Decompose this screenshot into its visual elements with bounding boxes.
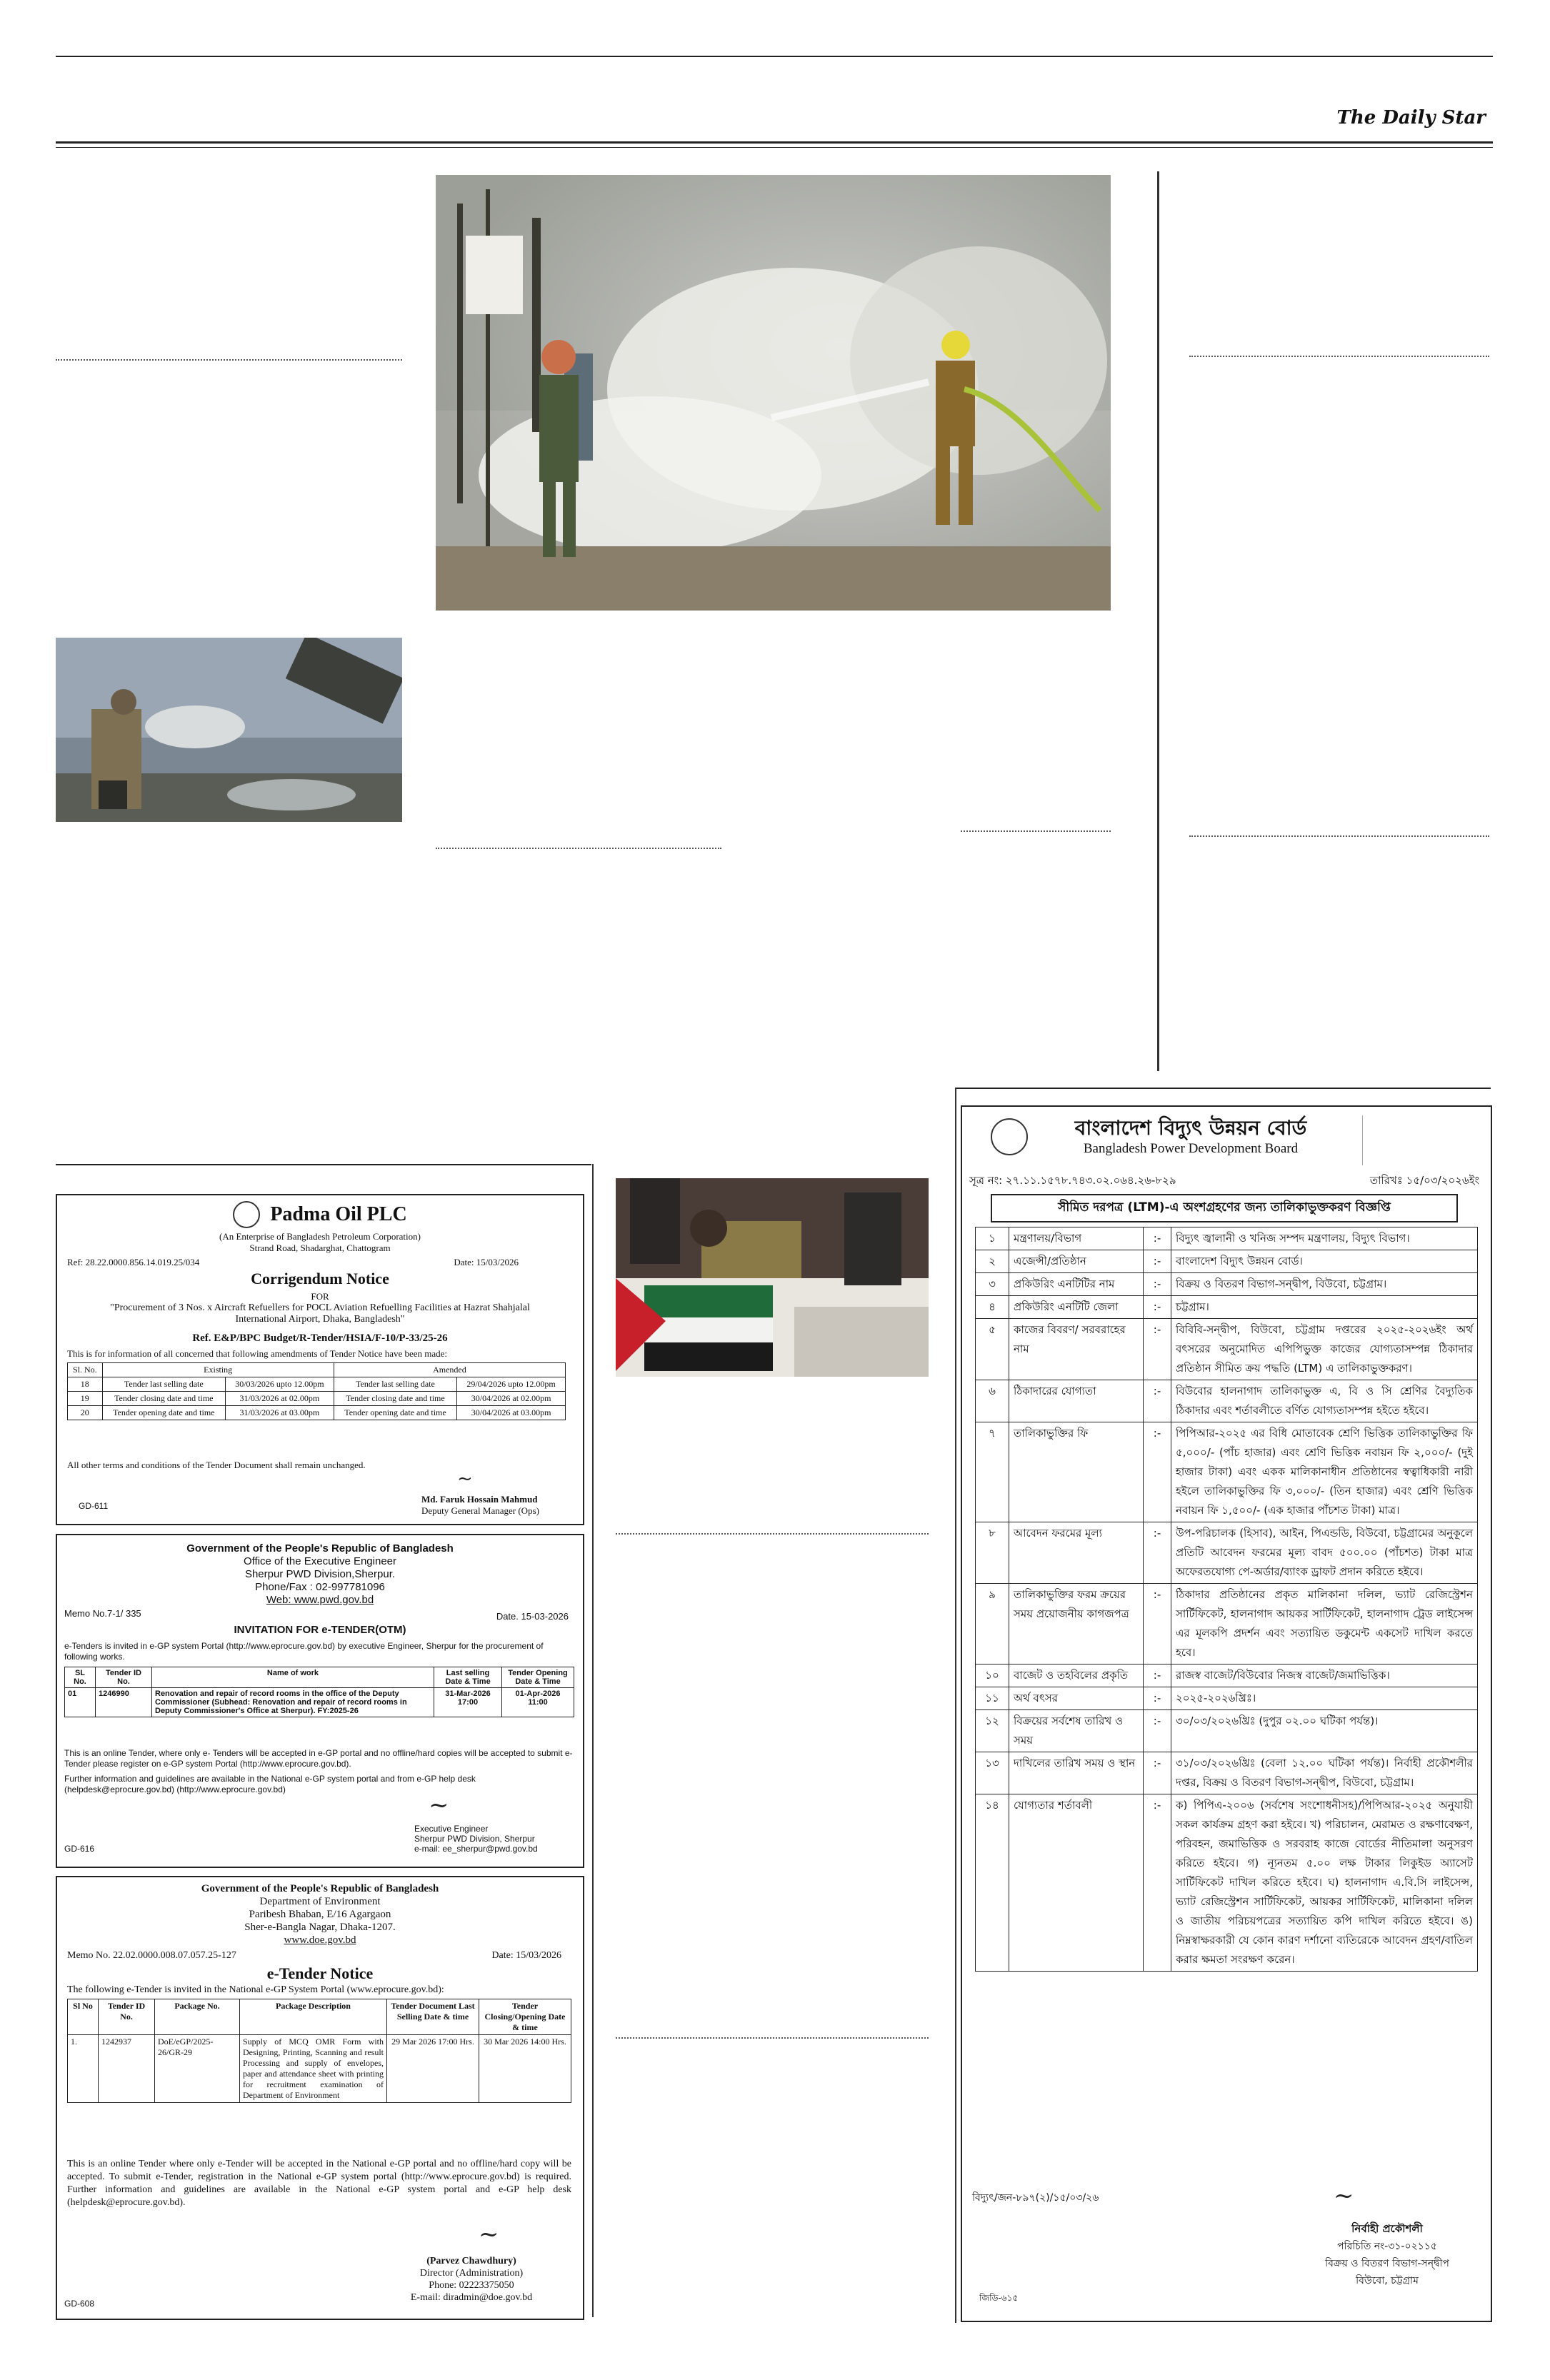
header-rule bbox=[56, 141, 1493, 144]
row-label: তালিকাভুক্তির ফরম ক্রয়ের সময় প্রয়োজনীয় কাগজপত্র bbox=[1009, 1584, 1144, 1665]
padma-logo-icon bbox=[233, 1201, 260, 1228]
row-separator: :- bbox=[1144, 1422, 1171, 1522]
row-value: বিবিবি-সন্দ্বীপ, বিউবো, চট্টগ্রাম দপ্তরের ২০২৫-২০২৬ইং অর্থ বৎসরের অনুমোদিত এপিপিভুক্ত কাজের যোগ্যতাসম্পন্ন ঠিকাদার প্রতিষ্ঠান সীমিত ক্রয় পদ্ধতি (LTM) এ তালিকাভুক্তকরণ। bbox=[1171, 1319, 1478, 1380]
row-number: ৮ bbox=[976, 1522, 1009, 1584]
table-header: Tender Closing/Opening Date & time bbox=[479, 1999, 571, 2035]
table-row bbox=[976, 1319, 1478, 1380]
row-separator: :- bbox=[1144, 1296, 1171, 1319]
row-value: ২০২৫-২০২৬খ্রিঃ। bbox=[1171, 1687, 1478, 1710]
ad-pwd-etender bbox=[56, 1534, 584, 1868]
header-rule-thin bbox=[56, 147, 1493, 148]
pwd-signature-icon: ~ bbox=[429, 1791, 449, 1819]
ad-padma-corrigendum bbox=[56, 1194, 584, 1525]
row-label: ঠিকাদারের যোগ্যতা bbox=[1009, 1380, 1144, 1422]
row-label: বাজেট ও তহবিলের প্রকৃতি bbox=[1009, 1665, 1144, 1687]
row-separator: :- bbox=[1144, 1522, 1171, 1584]
row-label: আবেদন ফরমের মূল্য bbox=[1009, 1522, 1144, 1584]
row-value: চট্টগ্রাম। bbox=[1171, 1296, 1478, 1319]
row-label: মন্ত্রণালয়/বিভাগ bbox=[1009, 1227, 1144, 1250]
photo-firefighters bbox=[436, 175, 1111, 611]
pwd-table bbox=[64, 1667, 574, 1717]
padma-description: "Procurement of 3 Nos. x Aircraft Refuellers for POCL Aviation Refuelling Facilities at Hazrat Shahjalal International Airport, Dhaka, Bangladesh" bbox=[110, 1302, 530, 1325]
table-header: Package No. bbox=[155, 1999, 240, 2035]
row-label: দাখিলের তারিখ সময় ও স্থান bbox=[1009, 1752, 1144, 1794]
row-value: ৩০/০৩/২০২৬খ্রিঃ (দুপুর ০২.০০ ঘটিকা পর্যন্ত)। bbox=[1171, 1710, 1478, 1752]
row-value: ক) পিপিএ-২০০৬ (সর্বশেষ সংশোধনীসহ)/পিপিআর-২০২৫ অনুযায়ী সকল কার্যক্রম গ্রহণ করা হইবে। খ) পরিচালন, মেরামত ও রক্ষণাবেক্ষণ, পরিবহন, জমাভিত্তিক ও সরবরাহ কাজে বোর্ডের নীতিমালা অনুসরণ করিতে হইবে। গ) ন্যূনতম ৫.০০ লক্ষ টাকার লিকুইড অ্যাসেট সার্টিফিকেট দাখিল করিতে হইবে। ঘ) হালনাগাদ এ.বি.সি লাইসেন্স, ভ্যাট রেজিস্ট্রেশন সার্টিফিকেট, আয়কর সার্টিফিকেট, মালিকানা দলিল ও জাতীয় পরিচয়পত্রের সত্যায়িত কপি দাখিল করিতে হইবে। ঙ) নিম্নস্বাক্ষরকারী যে কোন কারণ দর্শানো ব্যতিরেকে আবেদন গ্রহণ/বাতিল করার ক্ষমতা সংরক্ষণ করেন। bbox=[1171, 1794, 1478, 1972]
pwd-memo: Memo No.7-1/ 335 bbox=[64, 1608, 141, 1619]
bpdb-footer-ref: বিদ্যুৎ/জন-৮৯৭(২)/১৫/০৩/২৬ bbox=[972, 2192, 1099, 2204]
table-header: Sl. No. bbox=[68, 1363, 103, 1377]
row-label: তালিকাভুক্তির ফি bbox=[1009, 1422, 1144, 1522]
padma-notice-title: Corrigendum Notice bbox=[251, 1270, 389, 1287]
padma-footer: All other terms and conditions of the Tender Document shall remain unchanged. bbox=[67, 1460, 366, 1470]
separator bbox=[1189, 835, 1489, 837]
pwd-title: INVITATION FOR e-TENDER(OTM) bbox=[234, 1624, 406, 1636]
section-rule bbox=[56, 1164, 591, 1165]
table-header: Name of work bbox=[152, 1667, 434, 1688]
row-separator: :- bbox=[1144, 1584, 1171, 1665]
padma-table bbox=[67, 1362, 566, 1420]
column-rule bbox=[592, 1164, 594, 2317]
pwd-note2: Further information and guidelines are available in the National e-GP system portal and from e-GP help desk (helpdesk@eprocure.gov.bd) (http://www.eprocure.gov.bd) bbox=[64, 1774, 476, 1794]
row-value: বিদ্যুৎ জ্বালানী ও খনিজ সম্পদ মন্ত্রণালয়, বিদ্যুৎ বিভাগ। bbox=[1171, 1227, 1478, 1250]
column-rule bbox=[1157, 171, 1159, 1071]
bpdb-date: তারিখঃ ১৫/০৩/২০২৬ইং bbox=[1369, 1174, 1479, 1187]
padma-ref2: Ref. E&P/BPC Budget/R-Tender/HSIA/F-10/P-33/25-26 bbox=[192, 1332, 448, 1344]
row-label: যোগ্যতার শর্তাবলী bbox=[1009, 1794, 1144, 1972]
column-rule bbox=[955, 1088, 956, 2323]
padma-signer: Md. Faruk Hossain Mahmud bbox=[421, 1494, 538, 1505]
row-value: বাংলাদেশ বিদ্যুৎ উন্নয়ন বোর্ড। bbox=[1171, 1250, 1478, 1273]
padma-address: Strand Road, Shadarghat, Chattogram bbox=[249, 1242, 391, 1253]
doe-addr2: Sher-e-Bangla Nagar, Dhaka-1207. bbox=[244, 1922, 396, 1933]
table-header: SL No. bbox=[65, 1667, 96, 1688]
separator bbox=[1189, 356, 1489, 357]
pwd-division: Sherpur PWD Division,Sherpur. bbox=[244, 1568, 396, 1580]
row-value: রাজস্ব বাজেট/বিউবোর নিজস্ব বাজেট/জমাভিত্তিক। bbox=[1171, 1665, 1478, 1687]
table-header: Amended bbox=[334, 1363, 565, 1377]
row-separator: :- bbox=[1144, 1752, 1171, 1794]
bpdb-title-en: Bangladesh Power Development Board bbox=[1083, 1141, 1299, 1156]
row-number: ১৩ bbox=[976, 1752, 1009, 1794]
table-row bbox=[976, 1584, 1478, 1665]
table-row bbox=[976, 1380, 1478, 1422]
doe-signer: (Parvez Chawdhury) bbox=[426, 2256, 516, 2266]
pwd-email: e-mail: ee_sherpur@pwd.gov.bd bbox=[414, 1844, 538, 1854]
table-row bbox=[976, 1422, 1478, 1522]
doe-code: GD-608 bbox=[64, 2299, 95, 2309]
row-value: ৩১/০৩/২০২৬খ্রিঃ (বেলা ১২.০০ ঘটিকা পর্যন্ত)। নির্বাহী প্রকৌশলীর দপ্তর, বিক্রয় ও বিতরণ বিভাগ-সন্দ্বীপ, বিউবো, চট্টগ্রাম। bbox=[1171, 1752, 1478, 1794]
table-row bbox=[976, 1296, 1478, 1319]
row-number: ১১ bbox=[976, 1687, 1009, 1710]
bpdb-signer-org: বিউবো, চট্টগ্রাম bbox=[1356, 2275, 1419, 2286]
table-row: 20 Tender opening date and time 31/03/2026 at 03.00pm Tender opening date and time 30/04/2026 at 03.00pm bbox=[68, 1406, 566, 1420]
row-separator: :- bbox=[1144, 1794, 1171, 1972]
section-rule bbox=[955, 1088, 1491, 1089]
bpdb-memo: সূত্র নং: ২৭.১১.১৫৭৮.৭৪৩.০২.০৬৪.২৬-৮২৯ bbox=[969, 1174, 1176, 1187]
doe-gov: Government of the People's Republic of Bangladesh bbox=[201, 1883, 439, 1894]
pwd-intro: e-Tenders is invited in e-GP system Portal (http://www.eprocure.gov.bd) by executive Engineer, Sherpur for the procurement of following works. bbox=[64, 1641, 544, 1662]
row-number: ১২ bbox=[976, 1710, 1009, 1752]
row-value: উপ-পরিচালক (হিসাব), আইন, পিএন্ডডি, বিউবো, চট্টগ্রামের অনুকূলে প্রতিটি আবেদন ফরমের মূল্য বাবদ ৫০০.০০ (পাঁচশত) টাকা মাত্র অফেরতযোগ্য পে-অর্ডার/ব্যাংক ড্রাফট প্রদান করিতে হইবে। bbox=[1171, 1522, 1478, 1584]
row-number: ৪ bbox=[976, 1296, 1009, 1319]
table-row bbox=[976, 1522, 1478, 1584]
row-label: প্রকিউরিং এনটিটির নাম bbox=[1009, 1273, 1144, 1296]
padma-code: GD-611 bbox=[79, 1501, 109, 1511]
table-header: Tender Document Last Selling Date & time bbox=[387, 1999, 479, 2035]
row-label: অর্থ বৎসর bbox=[1009, 1687, 1144, 1710]
pwd-date: Date. 15-03-2026 bbox=[496, 1611, 569, 1622]
pwd-note1: This is an online Tender, where only e- Tenders will be accepted in e-GP portal and no offline/hard copies will be accepted to submit e-Tender please register on e-GP system Portal (http://www.eprocure.gov.bd). bbox=[64, 1748, 573, 1769]
row-separator: :- bbox=[1144, 1380, 1171, 1422]
row-number: ৯ bbox=[976, 1584, 1009, 1665]
row-separator: :- bbox=[1144, 1687, 1171, 1710]
top-rule bbox=[56, 56, 1493, 57]
row-separator: :- bbox=[1144, 1250, 1171, 1273]
doe-phone: Phone: 02223375050 bbox=[429, 2280, 514, 2291]
row-label: বিক্রয়ের সর্বশেষ তারিখ ও সময় bbox=[1009, 1710, 1144, 1752]
bpdb-heading: সীমিত দরপত্র (LTM)-এ অংশগ্রহণের জন্য তালিকাভুক্তকরণ বিজ্ঞপ্তি bbox=[991, 1194, 1458, 1222]
row-number: ৫ bbox=[976, 1319, 1009, 1380]
row-value: বিউবোর হালনাগাদ তালিকাভুক্ত এ, বি ও সি শ্রেণির বৈদ্যুতিক ঠিকাদার এবং শর্তাবলীতে বর্ণিত যোগ্যতাসম্পন্ন হইতে হইবে। bbox=[1171, 1380, 1478, 1422]
bpdb-table bbox=[975, 1227, 1478, 1972]
doe-note: This is an online Tender where only e-Tender will be accepted in the National e-GP portal and no offline/hard copy will be accepted. To submit e-Tender, registration in the National e-GP system portal (http://www.eprocure.gov.bd) is required. Further information and guidelines are available in the National e-GP system portal and e-GP help desk (helpdesk@eprocure.gov.bd). bbox=[67, 2159, 571, 2208]
table-header: Package Description bbox=[240, 1999, 387, 2035]
table-row bbox=[976, 1250, 1478, 1273]
separator bbox=[436, 848, 721, 849]
table-row: 19 Tender closing date and time 31/03/2026 at 02.00pm Tender closing date and time 30/04/2026 at 02.00pm bbox=[68, 1392, 566, 1406]
pwd-code: GD-616 bbox=[64, 1844, 95, 1854]
bpdb-signature-icon: ~ bbox=[1334, 2181, 1354, 2210]
bpdb-signer-div: বিক্রয় ও বিতরণ বিভাগ-সন্দ্বীপ bbox=[1325, 2258, 1449, 2269]
pwd-signer: Executive Engineer bbox=[414, 1824, 489, 1834]
pwd-office: Office of the Executive Engineer bbox=[243, 1555, 396, 1567]
pwd-phone: Phone/Fax : 02-997781096 bbox=[255, 1581, 385, 1593]
table-header: Tender ID No. bbox=[96, 1667, 152, 1688]
doe-signature-icon: ~ bbox=[479, 2220, 499, 2249]
row-separator: :- bbox=[1144, 1665, 1171, 1687]
doe-title: e-Tender Notice bbox=[266, 1964, 374, 1982]
row-separator: :- bbox=[1144, 1319, 1171, 1380]
row-number: ২ bbox=[976, 1250, 1009, 1273]
separator bbox=[961, 830, 1111, 832]
doe-signer-title: Director (Administration) bbox=[419, 2268, 524, 2279]
pwd-gov: Government of the People's Republic of Bangladesh bbox=[186, 1542, 454, 1555]
table-row bbox=[976, 1752, 1478, 1794]
photo-flags bbox=[616, 1178, 929, 1377]
ad-doe-etender bbox=[56, 1876, 584, 2320]
bpdb-code: জিডি-৬১৫ bbox=[979, 2293, 1019, 2303]
photo-ordnance bbox=[56, 638, 402, 822]
padma-title: Padma Oil PLC bbox=[270, 1203, 407, 1225]
row-number: ৭ bbox=[976, 1422, 1009, 1522]
table-row bbox=[976, 1687, 1478, 1710]
bpdb-signer: নির্বাহী প্রকৌশলী bbox=[1351, 2222, 1423, 2235]
row-value: বিক্রয় ও বিতরণ বিভাগ-সন্দ্বীপ, বিউবো, চট্টগ্রাম। bbox=[1171, 1273, 1478, 1296]
table-header: Tender ID No. bbox=[99, 1999, 155, 2035]
doe-web-link[interactable]: www.doe.gov.bd bbox=[284, 1934, 356, 1946]
table-row bbox=[976, 1227, 1478, 1250]
bpdb-contact-block bbox=[1362, 1115, 1477, 1165]
table-row: 18 Tender last selling date 30/03/2026 upto 12.00pm Tender last selling date 29/04/2026 upto 12.00pm bbox=[68, 1377, 566, 1392]
table-row: 01 1246990 Renovation and repair of record rooms in the office of the Deputy Commissioner (Subhead: Renovation and repair of record rooms in Deputy Commissioner's Office at Sherpur). FY:2025-26 31-Mar-2026 17:00 01-Apr-2026 11:00 bbox=[65, 1688, 574, 1717]
table-row bbox=[976, 1665, 1478, 1687]
row-number: ১ bbox=[976, 1227, 1009, 1250]
row-number: ১০ bbox=[976, 1665, 1009, 1687]
row-label: প্রকিউরিং এনটিটি জেলা bbox=[1009, 1296, 1144, 1319]
padma-for: FOR bbox=[311, 1291, 329, 1302]
doe-memo: Memo No. 22.02.0000.008.07.057.25-127 bbox=[67, 1950, 236, 1961]
doe-addr1: Paribesh Bhaban, E/16 Agargaon bbox=[249, 1909, 391, 1920]
masthead: The Daily Star bbox=[1336, 107, 1486, 129]
row-value: পিপিআর-২০২৫ এর বিধি মোতাবেক শ্রেণি ভিত্তিক তালিকাভুক্তির ফি ৫,০০০/- (পাঁচ হাজার) এবং শ্রেণি ভিত্তিক নবায়ন ফি ২,০০০/- (দুই হাজার টাকা) এবং একক মালিকানাধীন প্রতিষ্ঠানের স্বত্বাধিকারী নারী হইলে তালিকাভুক্তির ফি ৩,০০০/- (তিন হাজার) এবং শ্রেণি ভিত্তিক নবায়ন ফি ১,৫০০/- (এক হাজার পাঁচশত টাকা) মাত্র। bbox=[1171, 1422, 1478, 1522]
doe-email: E-mail: diradmin@doe.gov.bd bbox=[410, 2292, 533, 2303]
doe-intro: The following e-Tender is invited in the National e-GP System Portal (www.eprocure.gov.bd): bbox=[67, 1984, 444, 1995]
pwd-web-link[interactable]: Web: www.pwd.gov.bd bbox=[266, 1594, 374, 1606]
table-row bbox=[976, 1710, 1478, 1752]
padma-intro: This is for information of all concerned that following amendments of Tender Notice have been made: bbox=[67, 1348, 448, 1359]
bpdb-title-bn: বাংলাদেশ বিদ্যুৎ উন্নয়ন বোর্ড bbox=[1074, 1116, 1307, 1140]
row-number: ১৪ bbox=[976, 1794, 1009, 1972]
padma-date: Date: 15/03/2026 bbox=[454, 1257, 519, 1267]
bpdb-logo-icon bbox=[991, 1118, 1028, 1155]
bpdb-signer-id: পরিচিতি নং-৩১-০২১১৫ bbox=[1337, 2241, 1437, 2252]
row-label: কাজের বিবরণ/ সরবরাহের নাম bbox=[1009, 1319, 1144, 1380]
padma-signature-icon: ~ bbox=[457, 1468, 473, 1490]
ad-bpdb-ltm bbox=[961, 1105, 1492, 2322]
table-header: Sl No bbox=[68, 1999, 99, 2035]
separator bbox=[616, 1533, 929, 1535]
table-row bbox=[976, 1273, 1478, 1296]
pwd-signer2: Sherpur PWD Division, Sherpur bbox=[414, 1834, 535, 1844]
row-number: ৬ bbox=[976, 1380, 1009, 1422]
padma-signer-title: Deputy General Manager (Ops) bbox=[421, 1505, 539, 1516]
separator bbox=[56, 359, 402, 361]
row-number: ৩ bbox=[976, 1273, 1009, 1296]
padma-ref: Ref: 28.22.0000.856.14.019.25/034 bbox=[67, 1257, 200, 1267]
row-label: এজেন্সী/প্রতিষ্ঠান bbox=[1009, 1250, 1144, 1273]
doe-date: Date: 15/03/2026 bbox=[491, 1950, 561, 1961]
row-separator: :- bbox=[1144, 1227, 1171, 1250]
row-separator: :- bbox=[1144, 1710, 1171, 1752]
separator bbox=[616, 2037, 929, 2039]
table-header: Existing bbox=[102, 1363, 334, 1377]
row-value: ঠিকাদার প্রতিষ্ঠানের প্রকৃত মালিকানা দলিল, ভ্যাট রেজিস্ট্রেশন সার্টিফিকেট, হালনাগাদ আয়কর সার্টিফিকেট, হালনাগাদ ট্রেড লাইসেন্স এর মূলকপি প্রদর্শন এবং সত্যায়িত ডকুমেন্ট একসেট দাখিল করতে হবে। bbox=[1171, 1584, 1478, 1665]
row-separator: :- bbox=[1144, 1273, 1171, 1296]
table-row: 1. 1242937 DoE/eGP/2025-26/GR-29 Supply of MCQ OMR Form with Designing, Printing, Scanning and result Processing and supply of envelopes, paper and attendance sheet with printing for recruitment examination of Department of Environment 29 Mar 2026 17:00 Hrs. 30 Mar 2026 14:00 Hrs. bbox=[68, 2035, 571, 2103]
table-row bbox=[976, 1794, 1478, 1972]
table-header: Last selling Date & Time bbox=[434, 1667, 502, 1688]
doe-table bbox=[67, 1999, 571, 2103]
doe-dept: Department of Environment bbox=[259, 1896, 381, 1907]
padma-subtitle: (An Enterprise of Bangladesh Petroleum Corporation) bbox=[219, 1231, 421, 1242]
table-header: Tender Opening Date & Time bbox=[502, 1667, 574, 1688]
